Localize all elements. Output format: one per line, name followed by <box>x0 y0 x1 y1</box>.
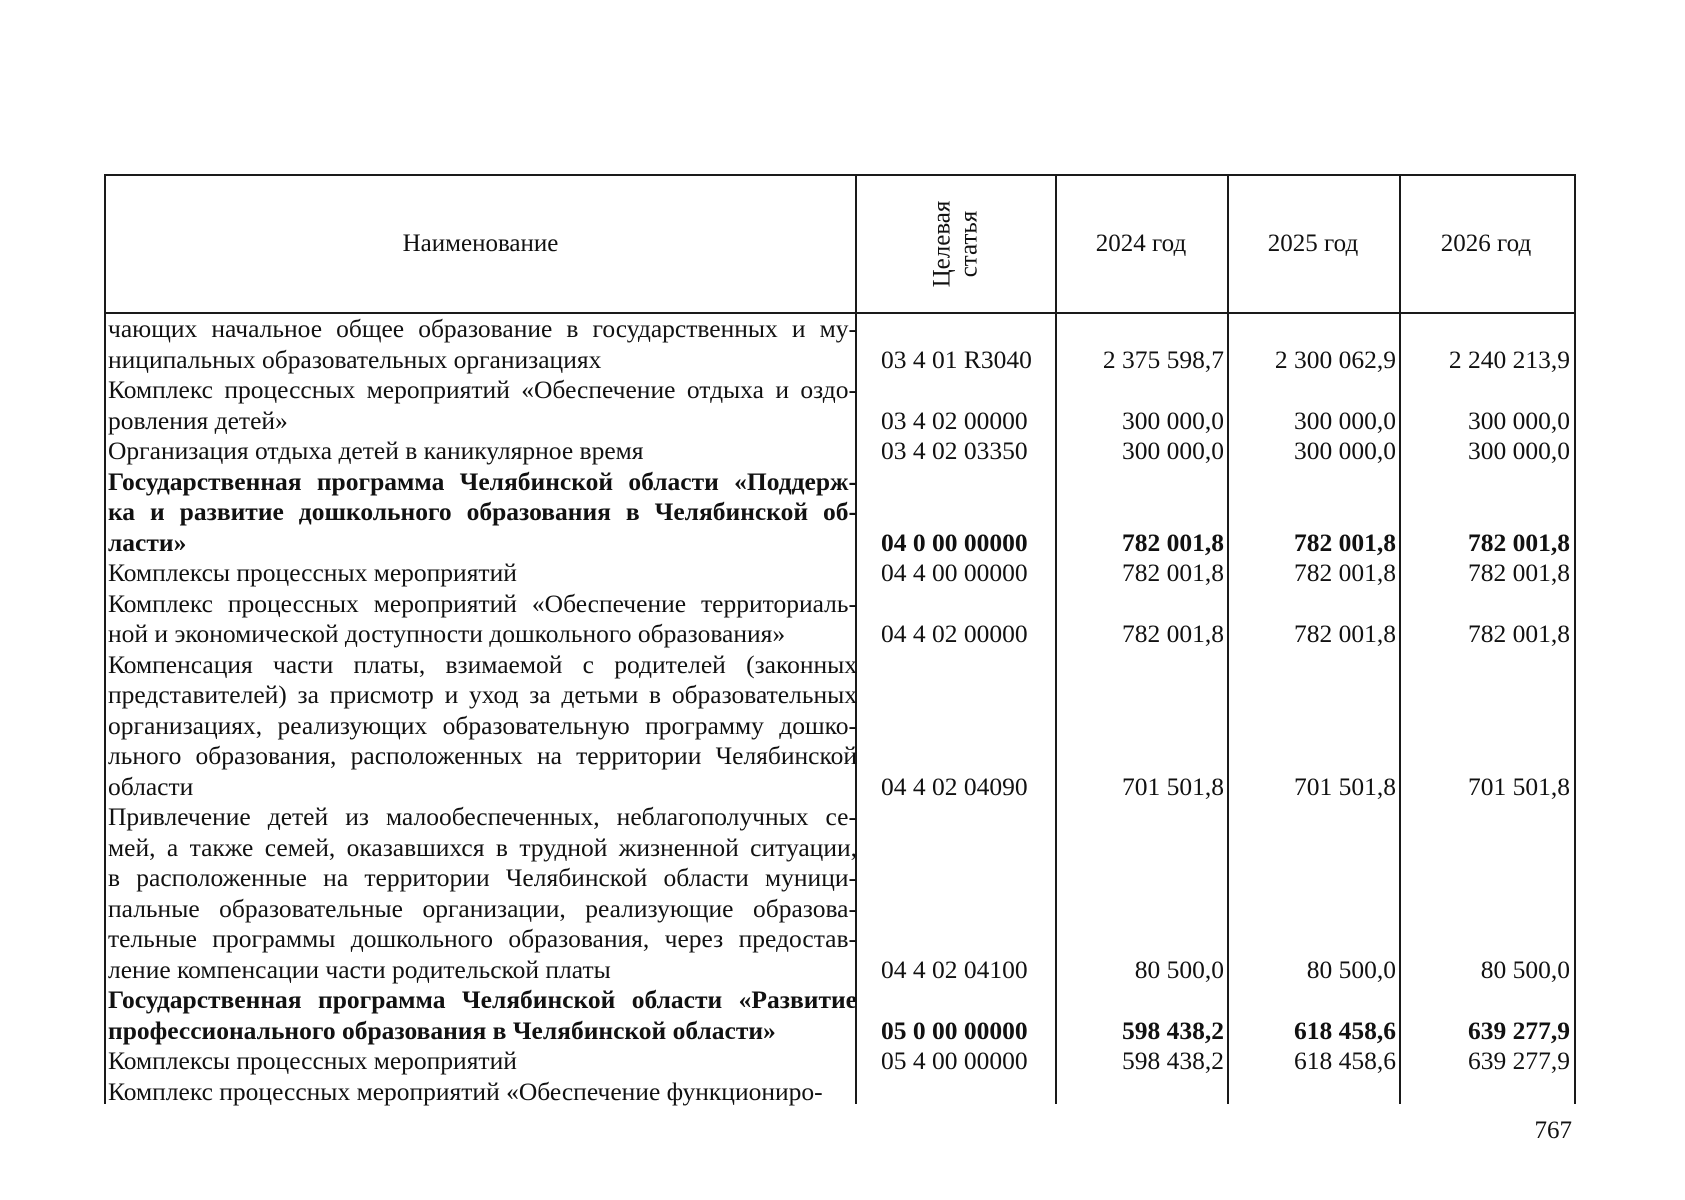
row-name <box>106 650 857 803</box>
row-name <box>106 436 857 467</box>
row-amount-2024: 598 438,2 <box>1122 1046 1224 1075</box>
row-name-line: Компенсация части платы, взимаемой с родителей (законных <box>108 649 857 679</box>
row-amount-2025: 80 500,0 <box>1306 954 1396 984</box>
header-year-2024: 2024 год <box>1095 230 1187 257</box>
row-name <box>106 1077 857 1108</box>
row-amount-2026: 782 001,8 <box>1468 558 1570 587</box>
budget-table <box>104 174 1576 1104</box>
row-target-article: 04 4 02 04090 <box>881 771 1028 801</box>
row-name-line: мей, а также семей, оказавшихся в трудной жизненной ситуации, <box>108 832 857 862</box>
header-code-line1: Целевая <box>927 200 955 288</box>
row-amount-2024: 782 001,8 <box>1122 527 1224 557</box>
header-target-article <box>855 176 1055 312</box>
row-name-line: ной и экономической доступности дошкольного образования» <box>108 619 786 648</box>
row-target-article: 04 4 02 00000 <box>881 619 1028 648</box>
row-amount-2025: 782 001,8 <box>1294 527 1396 557</box>
row-name <box>106 558 857 589</box>
row-target-article: 04 4 02 04100 <box>881 954 1028 984</box>
row-name-line: чающих начальное общее образование в государственных и му- <box>108 314 857 343</box>
table-row <box>106 650 1574 803</box>
row-name <box>106 802 857 985</box>
table-row <box>106 589 1574 650</box>
header-year-2026: 2026 год <box>1440 230 1532 257</box>
row-target-article: 03 4 02 00000 <box>881 405 1028 435</box>
row-amount-2025: 300 000,0 <box>1294 436 1396 465</box>
row-name-line: Комплекс процессных мероприятий «Обеспечение отдыха и оздо- <box>108 375 857 404</box>
row-amount-2026: 80 500,0 <box>1480 954 1570 984</box>
row-name-line: организациях, реализующих образовательную программу дошко- <box>108 710 857 740</box>
row-name-line: области <box>108 771 194 801</box>
table-row <box>106 375 1574 436</box>
row-amount-2026: 782 001,8 <box>1468 619 1570 648</box>
row-name-line: Комплексы процессных мероприятий <box>108 1046 517 1075</box>
table-row <box>106 436 1574 467</box>
row-amount-2024: 782 001,8 <box>1122 558 1224 587</box>
table-row <box>106 985 1574 1046</box>
row-name-line: Привлечение детей из малообеспеченных, неблагополучных се- <box>108 802 857 831</box>
row-name-line: пальные образовательные организации, реализующие образова- <box>108 893 857 923</box>
header-year-2025: 2025 год <box>1267 230 1359 257</box>
row-amount-2026: 782 001,8 <box>1468 527 1570 557</box>
row-name-line: в расположенные на территории Челябинской области муници- <box>108 863 857 892</box>
row-target-article: 05 4 00 00000 <box>881 1046 1028 1075</box>
row-amount-2025: 300 000,0 <box>1294 405 1396 435</box>
row-name-line: тельные программы дошкольного образования, через предостав- <box>108 924 857 953</box>
row-name-line: Комплекс процессных мероприятий «Обеспечение территориаль- <box>108 588 857 618</box>
row-amount-2025: 701 501,8 <box>1294 771 1396 801</box>
row-amount-2025: 618 458,6 <box>1294 1046 1396 1075</box>
table-row <box>106 1046 1574 1077</box>
row-target-article: 03 4 02 03350 <box>881 436 1028 465</box>
row-name-line: ровления детей» <box>108 405 288 435</box>
row-name-line: Комплекс процессных мероприятий «Обеспечение функциониро- <box>108 1076 823 1106</box>
row-amount-2026: 701 501,8 <box>1468 771 1570 801</box>
table-row <box>106 802 1574 985</box>
row-amount-2024: 701 501,8 <box>1122 771 1224 801</box>
row-amount-2026: 300 000,0 <box>1468 436 1570 465</box>
row-name <box>106 1046 857 1077</box>
row-name <box>106 985 857 1046</box>
row-name-line: представителей) за присмотр и уход за детьми в образовательных <box>108 680 857 709</box>
row-name-line: льного образования, расположенных на территории Челябинской <box>108 741 857 770</box>
row-amount-2024: 598 438,2 <box>1122 1015 1224 1045</box>
table-body <box>106 314 1574 1107</box>
row-name-line: Государственная программа Челябинской области «Развитие <box>108 985 857 1014</box>
row-amount-2024: 2 375 598,7 <box>1102 344 1224 374</box>
row-amount-2026: 300 000,0 <box>1468 405 1570 435</box>
header-code-line2: статья <box>954 210 982 278</box>
table-row <box>106 314 1574 375</box>
row-target-article: 05 0 00 00000 <box>881 1015 1028 1045</box>
row-name <box>106 314 857 375</box>
row-amount-2025: 782 001,8 <box>1294 619 1396 648</box>
row-amount-2026: 2 240 213,9 <box>1448 344 1570 374</box>
table-header <box>104 174 1576 314</box>
row-name-line: ка и развитие дошкольного образования в Челябинской об- <box>108 497 857 526</box>
row-name-line: ласти» <box>108 527 187 557</box>
row-amount-2026: 639 277,9 <box>1468 1046 1570 1075</box>
row-amount-2026: 639 277,9 <box>1468 1015 1570 1045</box>
row-name <box>106 589 857 650</box>
row-target-article: 03 4 01 R3040 <box>881 344 1032 374</box>
row-name-line: Комплексы процессных мероприятий <box>108 558 517 587</box>
row-amount-2024: 300 000,0 <box>1122 405 1224 435</box>
row-amount-2025: 618 458,6 <box>1294 1015 1396 1045</box>
row-target-article: 04 4 00 00000 <box>881 558 1028 587</box>
row-name-line: ление компенсации части родительской платы <box>108 954 611 984</box>
page-number: 767 <box>1534 1117 1572 1144</box>
row-name-line: ниципальных образовательных организациях <box>108 344 602 374</box>
row-amount-2024: 300 000,0 <box>1122 436 1224 465</box>
row-amount-2025: 782 001,8 <box>1294 558 1396 587</box>
table-row <box>106 1077 1574 1108</box>
header-name: Наименование <box>402 230 559 257</box>
row-target-article: 04 0 00 00000 <box>881 527 1028 557</box>
header-target-article-label <box>928 201 982 288</box>
row-name <box>106 375 857 436</box>
table-row <box>106 558 1574 589</box>
table-row <box>106 467 1574 559</box>
row-name <box>106 467 857 559</box>
row-name-line: Организация отдыха детей в каникулярное время <box>108 436 644 465</box>
row-amount-2025: 2 300 062,9 <box>1274 344 1396 374</box>
row-name-line: профессионального образования в Челябинской области» <box>108 1015 776 1045</box>
row-name-line: Государственная программа Челябинской области «Поддерж- <box>108 466 857 496</box>
row-amount-2024: 782 001,8 <box>1122 619 1224 648</box>
row-amount-2024: 80 500,0 <box>1134 954 1224 984</box>
